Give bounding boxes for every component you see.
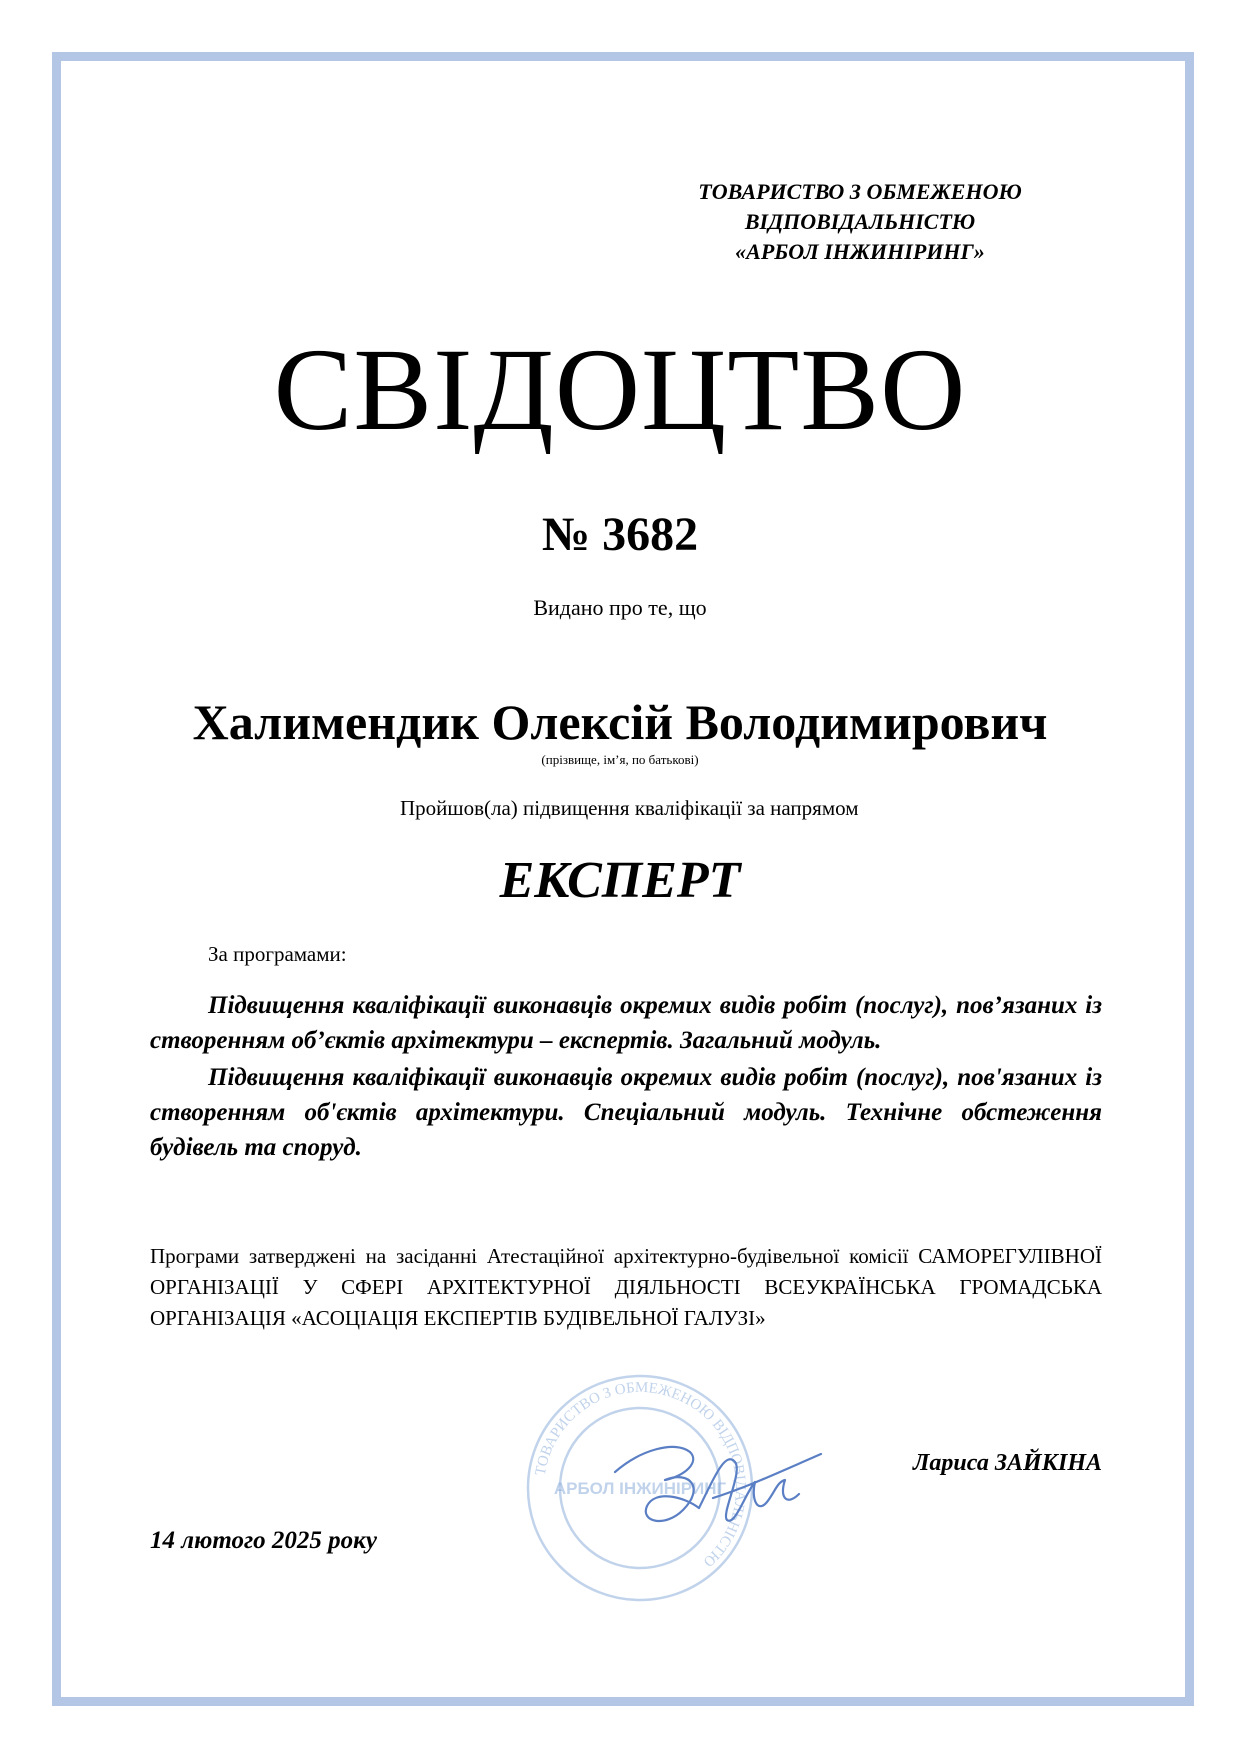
handwritten-signature <box>595 1410 825 1540</box>
recipient-name-caption: (прізвище, ім’я, по батькові) <box>541 752 699 767</box>
organization-name <box>650 177 1070 267</box>
recipient-name: Халимендик Олексій Володимирович <box>192 694 1048 750</box>
certificate-title: СВІДОЦТВО <box>273 324 967 455</box>
program-item: Підвищення кваліфікації виконавців окремих видів робіт (послуг), пов’язаних із створенням об’єктів архітектури – експертів. Загальний модуль. <box>150 992 1102 1054</box>
completed-text: Пройшов(ла) підвищення кваліфікації за напрямом <box>400 796 859 820</box>
signer-name: Лариса ЗАЙКІНА <box>912 1450 1102 1476</box>
certificate-number: № 3682 <box>541 508 699 561</box>
approval-text: Програми затверджені на засіданні Атестаційної архітектурно-будівельної комісії САМОРЕГУЛІВНОЇ ОРГАНІЗАЦІЇ У СФЕРІ АРХІТЕКТУРНОЇ ДІЯЛЬНОСТІ ВСЕУКРАЇНСЬКА ГРОМАДСЬКА ОРГАНІЗАЦІЯ «АСОЦІАЦІЯ ЕКСПЕРТІВ БУДІВЕЛЬНОЇ ГАЛУЗІ» <box>150 1244 1102 1330</box>
stamp-ring-text: ТОВАРИСТВО З ОБМЕЖЕНОЮ ВІДПОВІДАЛЬНІСТЮ <box>532 1379 749 1570</box>
organization-line-3: «АРБОЛ ІНЖИНІРИНГ» <box>735 239 985 264</box>
issued-text: Видано про те, що <box>533 595 707 620</box>
direction-title: ЕКСПЕРТ <box>499 852 741 909</box>
organization-line-2: ВІДПОВІДАЛЬНІСТЮ <box>744 209 976 234</box>
organization-line-1: ТОВАРИСТВО З ОБМЕЖЕНОЮ <box>698 179 1022 204</box>
program-item: Підвищення кваліфікації виконавців окремих видів робіт (послуг), пов'язаних із створенням об'єктів архітектури. Спеціальний модуль. Технічне обстеження будівель та споруд. <box>150 1064 1102 1161</box>
issue-date: 14 лютого 2025 року <box>150 1527 377 1554</box>
stamp-center-text: АРБОЛ ІНЖИНІРИНГ <box>553 1479 727 1498</box>
programs-list <box>150 988 1102 1167</box>
programs-label: За програмами: <box>208 942 347 966</box>
